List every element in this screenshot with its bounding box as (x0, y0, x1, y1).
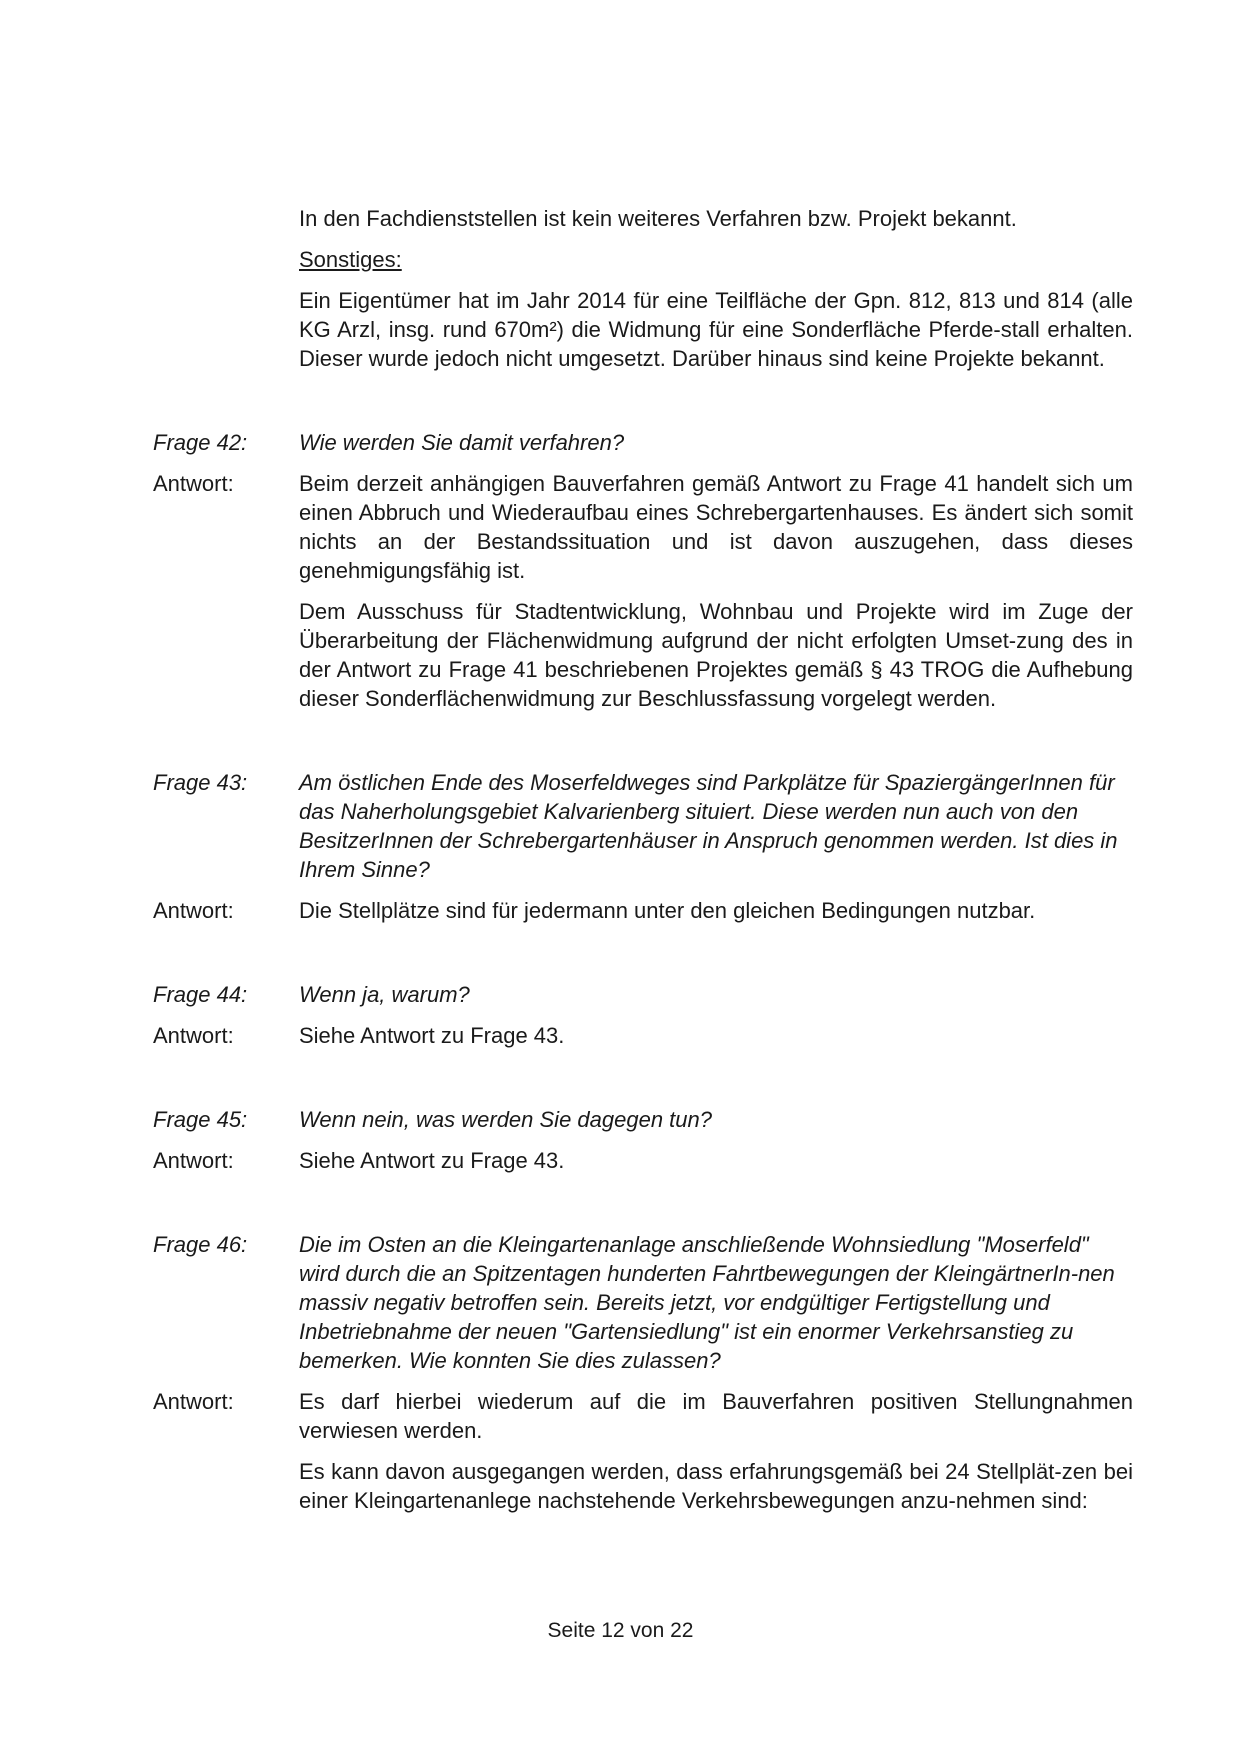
question-text: Wie werden Sie damit verfahren? (299, 430, 625, 455)
intro-row-1 (153, 204, 1133, 233)
answer-row (153, 597, 1133, 713)
question-label: Frage 42: (153, 430, 248, 455)
answer-text: Siehe Antwort zu Frage 43. (299, 1023, 565, 1048)
intro-paragraph: Ein Eigentümer hat im Jahr 2014 für eine Teilfläche der Gpn. 812, 813 und 814 (alle KG Arzl, insg. rund 670m²) die Widmung für eine Sonderfläche Pferde-stall erhalten. Dieser wurde jedoch nicht umgesetzt. Darüber hinaus sind keine Projekte bekannt. (299, 288, 1133, 371)
page-number: Seite 12 von 22 (547, 1619, 694, 1642)
page-content (153, 204, 1133, 1515)
answer-row (153, 1387, 1133, 1445)
question-text: Wenn nein, was werden Sie dagegen tun? (299, 1107, 712, 1132)
question-row (153, 980, 1133, 1009)
question-label: Frage 45: (153, 1107, 248, 1132)
question-row (153, 1230, 1133, 1375)
question-text: Wenn ja, warum? (299, 982, 470, 1007)
answer-text: Beim derzeit anhängigen Bauverfahren gemäß Antwort zu Frage 41 handelt sich um einen Abbruch und Wiederaufbau eines Schrebergartenhauses. Es ändert sich somit nichts an der Bestandssituation und ist davon auszugehen, dass dieses genehmigungsfähig ist. (299, 471, 1133, 583)
question-text: Am östlichen Ende des Moserfeldweges sind Parkplätze für SpaziergängerInnen für das Naherholungsgebiet Kalvarienberg situiert. Diese werden nun auch von den BesitzerInnen der Schrebergartenhäuser in Anspruch genommen werden. Ist dies in Ihrem Sinne? (299, 770, 1118, 882)
answer-row (153, 1457, 1133, 1515)
question-label: Frage 43: (153, 770, 248, 795)
answer-row (153, 1146, 1133, 1175)
answer-text: Dem Ausschuss für Stadtentwicklung, Wohnbau und Projekte wird im Zuge der Überarbeitung der Flächenwidmung aufgrund der nicht erfolgten Umset-zung des in der Antwort zu Frage 41 beschriebenen Projektes gemäß § 43 TROG die Aufhebung dieser Sonderflächenwidmung zur Beschlussfassung vorgelegt werden. (299, 599, 1133, 711)
answer-label: Antwort: (153, 898, 234, 923)
section-heading: Sonstiges: (299, 247, 402, 272)
question-row (153, 768, 1133, 884)
answer-label: Antwort: (153, 471, 234, 496)
answer-text: Siehe Antwort zu Frage 43. (299, 1148, 565, 1173)
answer-text: Die Stellplätze sind für jedermann unter den gleichen Bedingungen nutzbar. (299, 898, 1036, 923)
question-label: Frage 46: (153, 1232, 248, 1257)
question-text: Die im Osten an die Kleingartenanlage anschließende Wohnsiedlung "Moserfeld" wird durch die an Spitzentagen hunderten Fahrtbewegungen der KleingärtnerIn-nen massiv negativ betroffen sein. Bereits jetzt, vor endgültiger Fertigstellung und Inbetriebnahme der neuen "Gartensiedlung" ist ein enormer Verkehrsanstieg zu bemerken. Wie konnten Sie dies zulassen? (299, 1232, 1115, 1373)
intro-row-3 (153, 286, 1133, 373)
answer-label: Antwort: (153, 1389, 234, 1414)
answer-text: Es darf hierbei wiederum auf die im Bauverfahren positiven Stellungnahmen verwiesen werden. (299, 1389, 1133, 1443)
intro-line: In den Fachdienststellen ist kein weiteres Verfahren bzw. Projekt bekannt. (299, 206, 1017, 231)
answer-row (153, 896, 1133, 925)
intro-row-2 (153, 245, 1133, 274)
answer-row (153, 469, 1133, 585)
question-label: Frage 44: (153, 982, 248, 1007)
answer-text: Es kann davon ausgegangen werden, dass erfahrungsgemäß bei 24 Stellplät-zen bei einer Kleingartenanlege nachstehende Verkehrsbewegungen anzu-nehmen sind: (299, 1459, 1133, 1513)
question-row (153, 1105, 1133, 1134)
answer-label: Antwort: (153, 1148, 234, 1173)
answer-row (153, 1021, 1133, 1050)
answer-label: Antwort: (153, 1023, 234, 1048)
question-row (153, 428, 1133, 457)
